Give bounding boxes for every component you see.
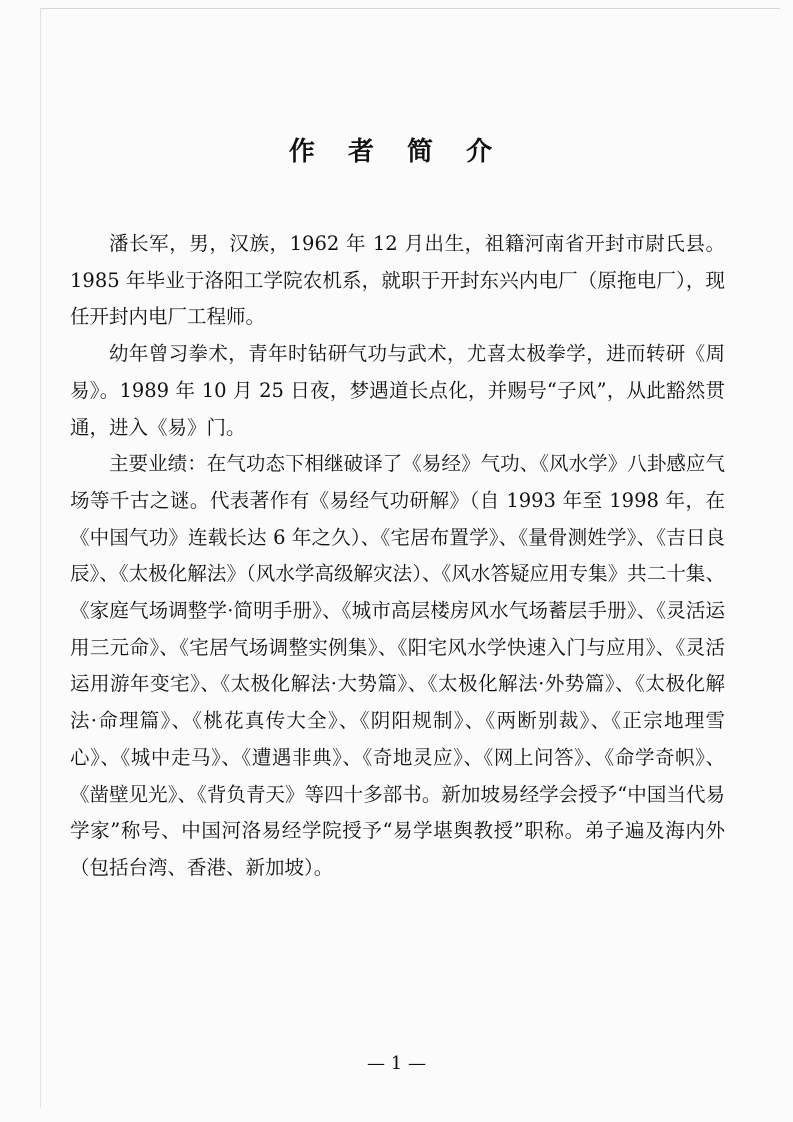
page-title: 作 者 简 介 xyxy=(288,137,505,167)
paragraph-early-life: 幼年曾习拳术，青年时钻研气功与武术，尤喜太极拳学，进而转研《周易》。1989 年 10 月 25 日夜，梦遇道长点化，并赐号“子风”，从此豁然贯通，进入《易》门。 xyxy=(70,342,725,439)
scan-edge-top xyxy=(40,8,780,9)
body-text xyxy=(70,226,725,887)
page-number: — 1 — xyxy=(367,1053,426,1074)
paragraph-biography: 潘长军，男，汉族，1962 年 12 月出生，祖籍河南省开封市尉氏县。1985 年毕业于洛阳工学院农机系，就职于开封东兴内电厂（原拖电厂），现任开封内电厂工程师。 xyxy=(70,232,725,329)
scan-edge-left xyxy=(40,8,41,1108)
paragraph-achievements: 主要业绩：在气功态下相继破译了《易经》气功、《风水学》八卦感应气场等千古之谜。代表著作有《易经气功研解》（自 1993 年至 1998 年，在《中国气功》连载长达 6 年之久）、《宅居布置学》、《量骨测姓学》、《吉日良辰》、《太极化解法》（风水学高级解灾法）、《风水答疑应用专集》共二十集、《家庭气场调整学·简明手册》、《城市高层楼房风水气场蓄层手册》、《灵活运用三元命》、《宅居气场调整实例集》、《阳宅风水学快速入门与应用》、《灵活运用游年变宅》、《太极化解法·大势篇》、《太极化解法·外势篇》、《太极化解法·命理篇》、《桃花真传大全》、《阴阳规制》、《两断别裁》、《正宗地理雪心》、《城中走马》、《遭遇非典》、《奇地灵应》、《网上问答》、《命学奇帜》、《凿壁见光》、《背负青天》等四十多部书。新加坡易经学会授予“中国当代易学家”称号、中国河洛易经学院授予“易学堪舆教授”职称。弟子遍及海内外（包括台湾、香港、新加坡）。 xyxy=(70,452,725,879)
